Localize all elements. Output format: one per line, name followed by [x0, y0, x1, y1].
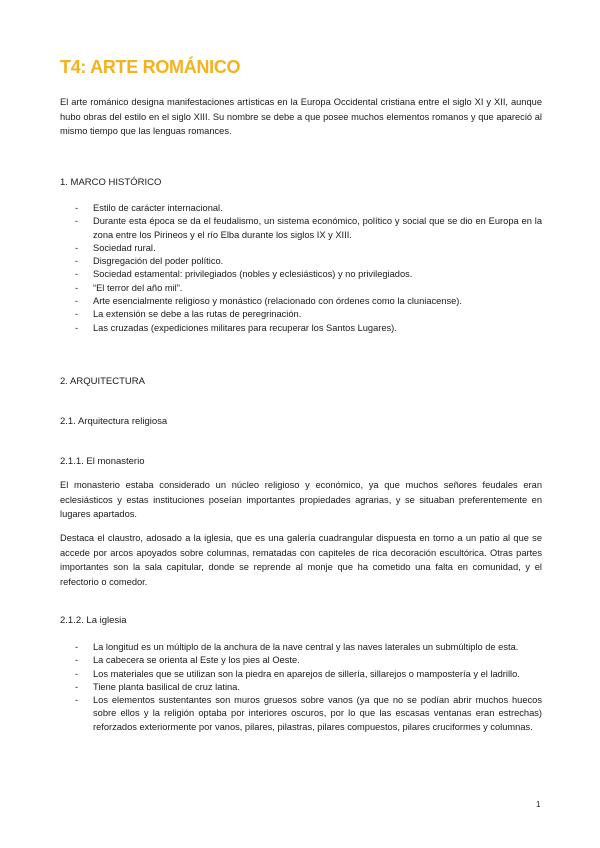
bullet-dash: - [75, 203, 79, 213]
section-heading-arquitectura: 2. ARQUITECTURA [60, 376, 145, 387]
section-heading-marco-historico: 1. MARCO HISTÓRICO [60, 177, 162, 188]
iglesia-list [60, 641, 542, 734]
bullet-dash: - [75, 642, 79, 652]
list-item: - Estilo de carácter internacional. [60, 202, 542, 215]
list-item: - Sociedad estamental: privilegiados (nobles y eclesiásticos) y no privilegiados. [60, 268, 542, 281]
page-number: 1 [536, 800, 541, 809]
list-item: - Los elementos sustentantes son muros gruesos sobre vanos (ya que no se podían abrir muchos huecos sobre ellos y la religión optaba por interiores oscuros, por lo que las escasas ventanas eran estrechas) reforzados exteriormente por vanos, pilares, pilastras, pilares compuestos, pilares cruciformes y columnas. [75, 695, 542, 732]
intro-paragraph: El arte románico designa manifestaciones artísticas en la Europa Occidental cristiana entre el siglo XI y XII, aunque hubo obras del estilo en el siglo XIII. Su nombre se debe a que posee muchos elementos romanos y que apareció al mismo tiempo que las lenguas romances. [60, 97, 542, 137]
bullet-dash: - [75, 681, 79, 692]
bullet-dash: - [75, 309, 79, 320]
subsection-heading-iglesia: 2.1.2. La iglesia [60, 615, 127, 626]
bullet-dash: - [75, 256, 79, 267]
bullet-dash: - [75, 655, 79, 666]
list-item: - La cabecera se orienta al Este y los pies al Oeste. [60, 654, 542, 667]
list-item: - “El terror del año mil”. [60, 282, 542, 295]
bullet-dash: - [75, 322, 79, 333]
list-item: - Sociedad rural. [60, 242, 542, 255]
monasterio-paragraph-2: Destaca el claustro, adosado a la iglesia, que es una galería cuadrangular dispuesta en torno a un patio al que se accede por arcos apoyados sobre columnas, rematadas con capiteles de rica decoración escultórica. Otras partes importantes son la sala capitular, donde se reprende al monje que ha cometido una falta en comunidad, y el refectorio o comedor. [60, 533, 542, 587]
list-item: - Los materiales que se utilizan son la piedra en aparejos de sillería, sillarejos o mampostería y el ladrillo. [60, 668, 542, 681]
bullet-dash: - [75, 668, 79, 679]
list-item: - La extensión se debe a las rutas de peregrinación. [60, 308, 542, 321]
bullet-dash: - [75, 216, 79, 227]
list-item: - Disgregación del poder político. [60, 255, 542, 268]
bullet-dash: - [75, 282, 79, 293]
document-title: T4: ARTE ROMÁNICO [60, 57, 241, 77]
bullet-dash: - [75, 269, 79, 280]
list-item: - La longitud es un múltiplo de la anchura de la nave central y las naves laterales un submúltiplo de esta. [60, 641, 542, 654]
bullet-dash: - [75, 296, 79, 307]
subsection-heading-arquitectura-religiosa: 2.1. Arquitectura religiosa [60, 416, 168, 427]
list-item: - Arte esencialmente religioso y monástico (relacionado con órdenes como la cluniacense). [60, 295, 542, 308]
subsection-heading-monasterio: 2.1.1. El monasterio [60, 456, 145, 467]
bullet-dash: - [75, 242, 79, 253]
monasterio-paragraph-1: El monasterio estaba considerado un núcleo religioso y económico, ya que muchos señores feudales eran eclesiásticos y estas instituciones poseían importantes propiedades agrarias, y se situaban preferentemente en lugares apartados. [60, 480, 542, 520]
list-item: - Durante esta época se da el feudalismo, un sistema económico, político y social que se dio en Europa en la zona entre los Pirineos y el río Elba durante los siglos IX y XIII. [75, 216, 542, 240]
marco-historico-list [60, 202, 542, 335]
bullet-dash: - [75, 695, 79, 706]
list-item: - Las cruzadas (expediciones militares para recuperar los Santos Lugares). [60, 322, 542, 335]
list-item: - Tiene planta basilical de cruz latina. [60, 681, 542, 694]
